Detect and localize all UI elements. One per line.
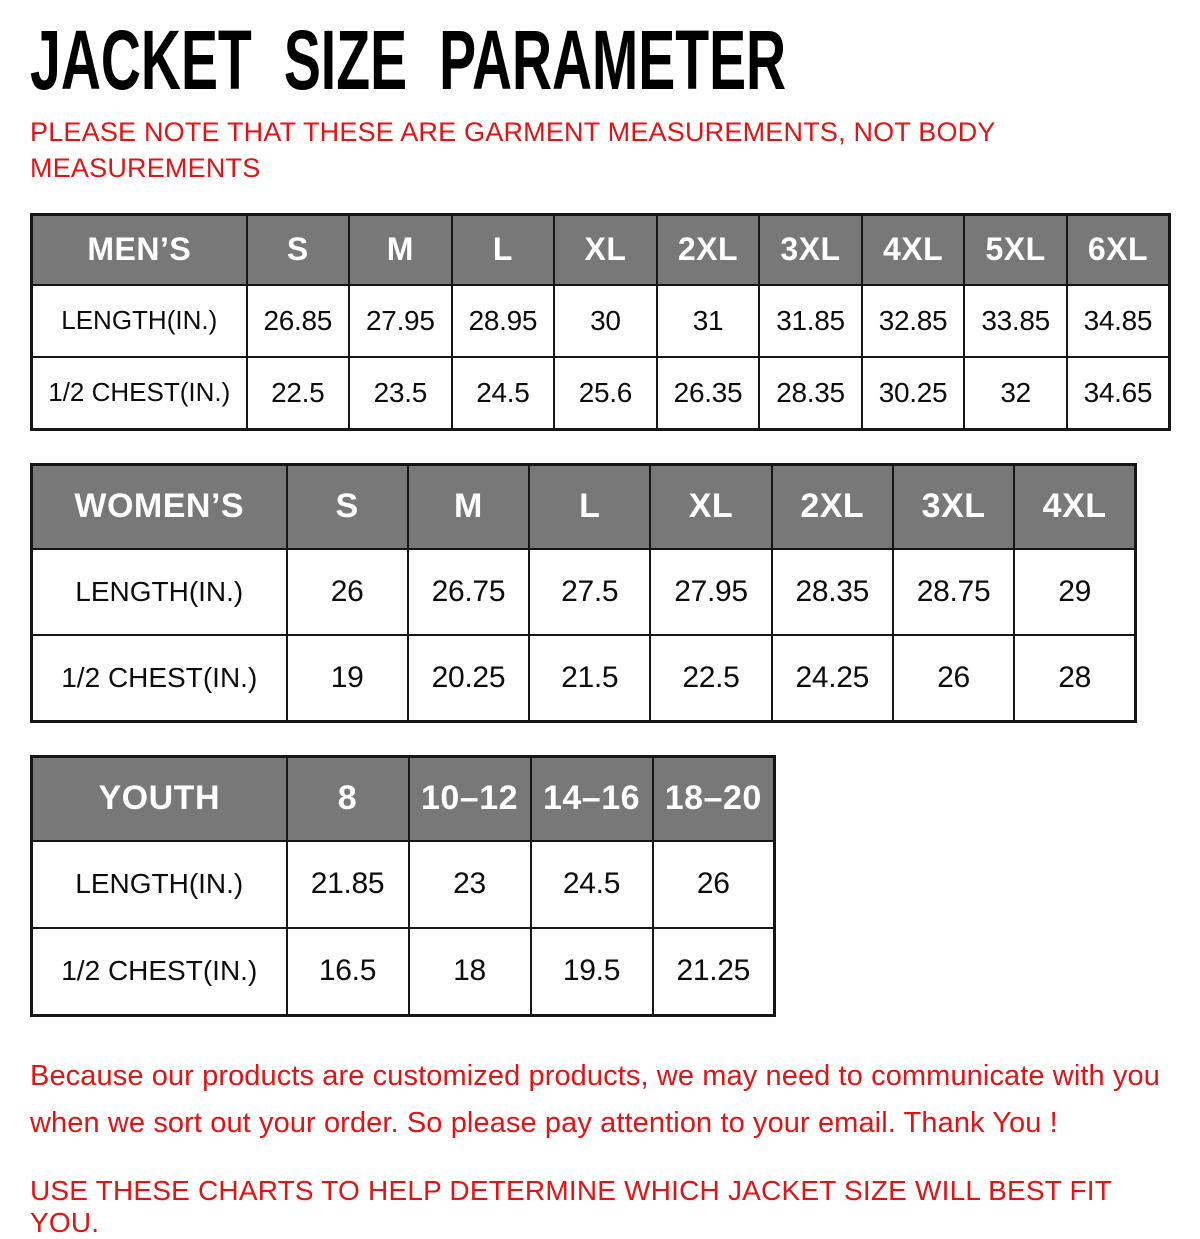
row-label: LENGTH(IN.): [32, 549, 287, 635]
size-value: 28.35: [772, 549, 893, 635]
size-value: 31: [657, 285, 760, 357]
size-value: 26: [893, 635, 1014, 722]
mens-size-header: 3XL: [759, 214, 862, 285]
size-value: 21.25: [653, 928, 775, 1016]
size-value: 20.25: [408, 635, 529, 722]
mens-size-header: XL: [554, 214, 657, 285]
youth-size-header: 14–16: [531, 756, 653, 841]
size-value: 27.95: [650, 549, 771, 635]
size-value: 21.85: [287, 841, 409, 928]
size-value: 28.95: [452, 285, 555, 357]
womens-size-header: 4XL: [1014, 464, 1135, 549]
mens-header-row: [32, 214, 1170, 285]
womens-size-header: 3XL: [893, 464, 1014, 549]
size-value: 27.5: [529, 549, 650, 635]
note-line-1: PLEASE NOTE THAT THESE ARE GARMENT MEASUREMENTS, NOT BODY: [30, 117, 996, 147]
womens-table: [30, 463, 1137, 723]
size-value: 31.85: [759, 285, 862, 357]
size-value: 32.85: [862, 285, 965, 357]
customization-notice-line-1: Because our products are customized products, we may need to communicate with you: [30, 1059, 1160, 1092]
row-label: 1/2 CHEST(IN.): [32, 635, 287, 722]
size-value: 19: [287, 635, 408, 722]
womens-header-row: [32, 464, 1136, 549]
size-value: 26.35: [657, 357, 760, 430]
mens-size-header: M: [349, 214, 452, 285]
youth-measurement-row: [32, 841, 775, 928]
youth-header-row: [32, 756, 775, 841]
size-value: 24.5: [531, 841, 653, 928]
womens-size-header: L: [529, 464, 650, 549]
size-value: 22.5: [247, 357, 350, 430]
size-value: 28: [1014, 635, 1135, 722]
size-value: 27.95: [349, 285, 452, 357]
mens-table: [30, 213, 1171, 431]
womens-size-header: XL: [650, 464, 771, 549]
mens-size-header: 4XL: [862, 214, 965, 285]
size-value: 23.5: [349, 357, 452, 430]
womens-measurement-row: [32, 549, 1136, 635]
size-value: 24.25: [772, 635, 893, 722]
note-line-2: MEASUREMENTS: [30, 153, 261, 184]
garment-measurement-note: [30, 114, 1170, 187]
size-chart-page: [0, 13, 1200, 1239]
womens-category-header: WOMEN’S: [32, 464, 287, 549]
womens-measurement-row: [32, 635, 1136, 722]
size-value: 26: [287, 549, 408, 635]
row-label: LENGTH(IN.): [32, 841, 287, 928]
size-value: 18: [409, 928, 531, 1016]
page-title: JACKET SIZE PARAMETER: [30, 13, 787, 107]
youth-category-header: YOUTH: [32, 756, 287, 841]
youth-table: [30, 755, 776, 1017]
mens-size-header: 6XL: [1067, 214, 1170, 285]
size-value: 28.35: [759, 357, 862, 430]
size-value: 32: [964, 357, 1067, 430]
size-value: 30.25: [862, 357, 965, 430]
size-value: 26.85: [247, 285, 350, 357]
mens-size-header: 2XL: [657, 214, 760, 285]
row-label: 1/2 CHEST(IN.): [32, 928, 287, 1016]
size-value: 26.75: [408, 549, 529, 635]
size-value: 16.5: [287, 928, 409, 1016]
mens-size-header: S: [247, 214, 350, 285]
size-value: 19.5: [531, 928, 653, 1016]
mens-category-header: MEN’S: [32, 214, 247, 285]
mens-size-header: L: [452, 214, 555, 285]
customization-notice: [30, 1053, 1170, 1147]
size-value: 23: [409, 841, 531, 928]
size-value: 33.85: [964, 285, 1067, 357]
youth-size-header: 18–20: [653, 756, 775, 841]
mens-size-header: 5XL: [964, 214, 1067, 285]
youth-size-table: [30, 755, 1170, 1017]
row-label: 1/2 CHEST(IN.): [32, 357, 247, 430]
size-value: 30: [554, 285, 657, 357]
size-value: 28.75: [893, 549, 1014, 635]
womens-size-table: [30, 463, 1170, 723]
youth-size-header: 8: [287, 756, 409, 841]
womens-size-header: S: [287, 464, 408, 549]
size-value: 29: [1014, 549, 1135, 635]
size-value: 34.85: [1067, 285, 1170, 357]
size-value: 26: [653, 841, 775, 928]
womens-size-header: 2XL: [772, 464, 893, 549]
size-value: 25.6: [554, 357, 657, 430]
size-value: 21.5: [529, 635, 650, 722]
mens-size-table: [30, 213, 1170, 431]
row-label: LENGTH(IN.): [32, 285, 247, 357]
size-value: 34.65: [1067, 357, 1170, 430]
youth-measurement-row: [32, 928, 775, 1016]
customization-notice-line-2: when we sort out your order. So please pay attention to your email. Thank You !: [30, 1106, 1058, 1139]
size-value: 22.5: [650, 635, 771, 722]
mens-measurement-row: [32, 285, 1170, 357]
size-value: 24.5: [452, 357, 555, 430]
chart-usage-callout: USE THESE CHARTS TO HELP DETERMINE WHICH JACKET SIZE WILL BEST FIT YOU.: [30, 1174, 1112, 1238]
youth-size-header: 10–12: [409, 756, 531, 841]
womens-size-header: M: [408, 464, 529, 549]
mens-measurement-row: [32, 357, 1170, 430]
